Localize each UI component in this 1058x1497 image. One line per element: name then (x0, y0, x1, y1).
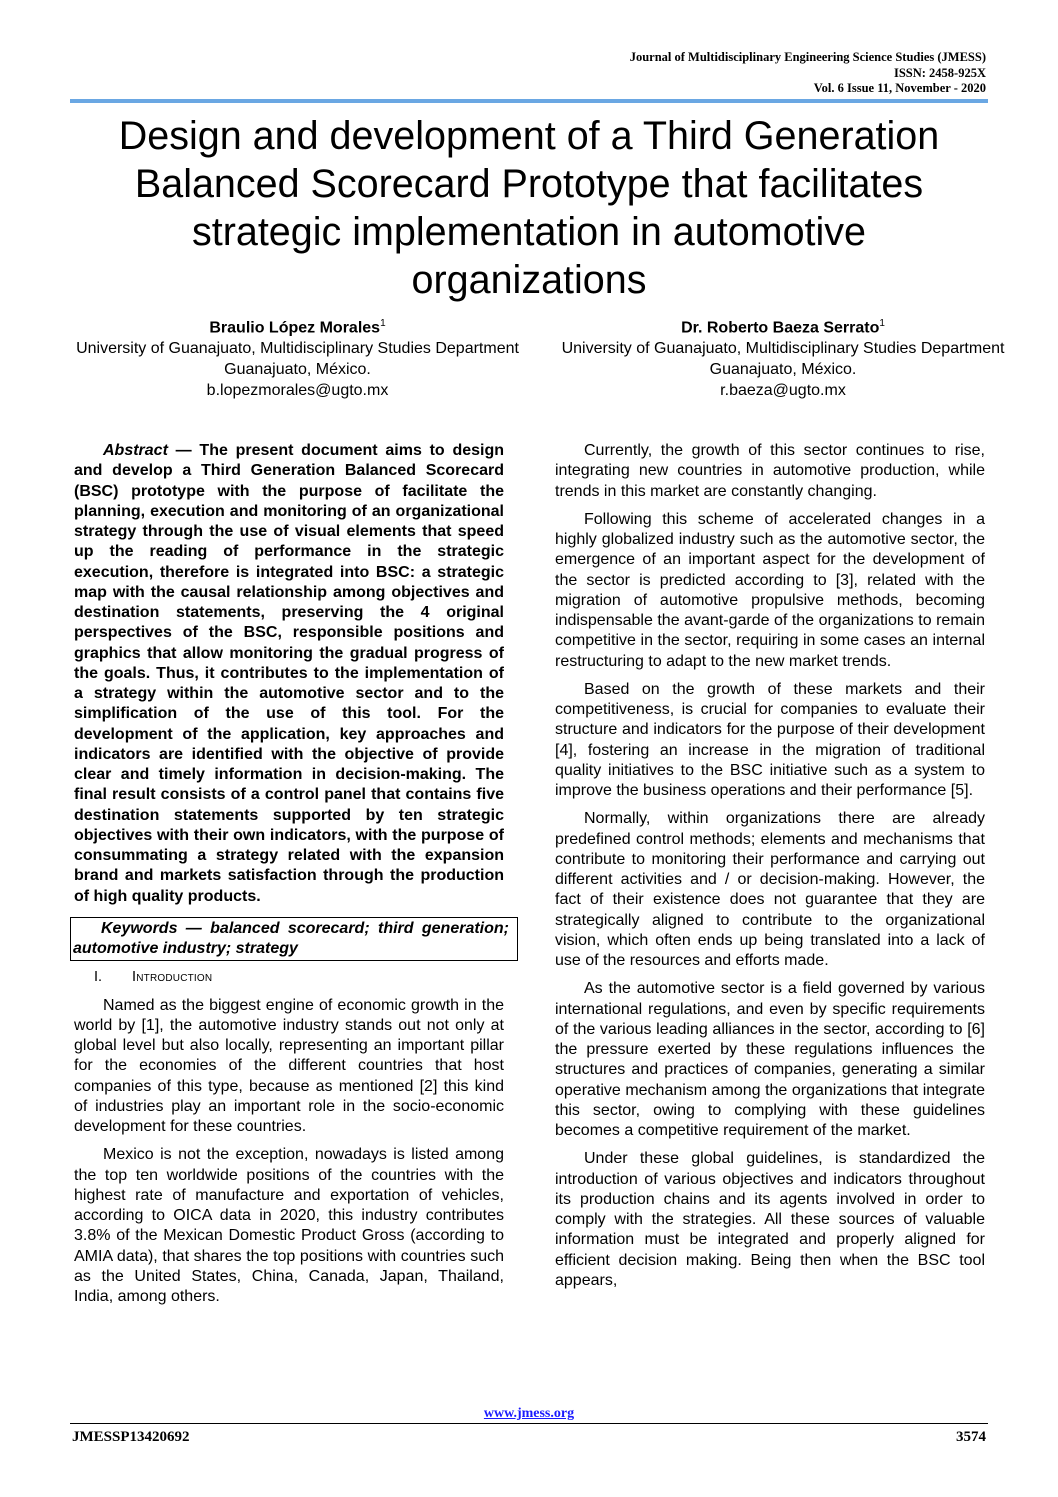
section-title: Introduction (132, 969, 213, 986)
header-rule (70, 99, 988, 103)
journal-website-link[interactable]: www.jmess.org (483, 1406, 575, 1421)
paragraph: As the automotive sector is a field governed by various international regulations, and even by specific requirements of the various leading alliances in the sector, according to [6] the pressure exerted by these regulations influences the structures and practices of companies, generating a similar operative mechanism among the organizations that integrate this sector, owing to complying with these guidelines becomes a competitive requirement of the market. (555, 980, 985, 1139)
author-block-1 (70, 313, 525, 401)
journal-issn: ISSN: 2458-925X (893, 65, 986, 80)
journal-volume: Vol. 6 Issue 11, November - 2020 (813, 81, 986, 95)
paragraph: Normally, within organizations there are already predefined control methods; elements and mechanisms that contribute to monitoring their performance and carrying out different activities and / or decision-making. However, the fact of their existence does not guarantee that they are strategically aligned to contribute to the organizational vision, which often ends up being translated into a lack of use of the resources and efforts made. (555, 810, 985, 969)
abstract-label: Abstract (103, 442, 168, 459)
keywords-box (70, 917, 518, 962)
paragraph: Under these global guidelines, is standardized the introduction of various objectives and indicators throughout its production chains and its agents involved in order to comply with the strategies. All these sources of valuable information must be integrated and properly aligned for efficient decision making. Being then when the BSC tool appears, (555, 1150, 985, 1289)
section-heading (74, 967, 504, 987)
author-block-2 (552, 313, 1014, 401)
author-email: b.lopezmorales@ugto.mx (206, 382, 389, 400)
paragraph: Named as the biggest engine of economic growth in the world by [1], the automotive industry stands out not only at global level but also locally, representing an important pillar for the economies of the different countries that host companies of this type, because as mentioned [2] this kind of industries play an important role in the socio-economic development for these countries. (74, 996, 504, 1135)
keywords-label: Keywords (101, 919, 178, 937)
author-sup: 1 (380, 318, 386, 329)
page-number: 3574 (956, 1429, 986, 1445)
author-name: Braulio López Morales (209, 319, 381, 337)
paper-title: Design and development of a Third Generation Balanced Scorecard Prototype that facilitates strategic implementation in automotive organizations (118, 114, 940, 302)
author-affiliation: University of Guanajuato, Multidisciplinary Studies Department (561, 340, 1005, 358)
paragraph: Mexico is not the exception, nowadays is listed among the top ten worldwide positions of the countries with the highest rate of manufacture and exportation of vehicles, according to OICA data in 2020, this industry contributes 3.8% of the Mexican Domestic Product Gross (according to AMIA data), that shares the top positions with countries such as the United States, China, Canada, Japan, Thailand, India, among others. (74, 1146, 504, 1305)
author-email: r.baeza@ugto.mx (720, 382, 846, 400)
journal-header (630, 50, 986, 97)
author-sup: 1 (879, 318, 885, 329)
author-location: Guanajuato, México. (709, 361, 857, 379)
section-number: I. (94, 969, 103, 986)
paragraph: Following this scheme of accelerated changes in a highly globalized industry such as the automotive sector, the emergence of an important aspect for the development of the sector is predicted according to [3], related with the migration of automotive propulsive methods, becoming indispensable the avant-garde of the organizations to remain competitive in the sector, requiring in some cases an internal restructuring to adapt to the new market trends. (555, 510, 985, 670)
journal-name: Journal of Multidisciplinary Engineering Science Studies (JMESS) (629, 50, 986, 64)
keywords-dash: — (177, 919, 211, 937)
author-name: Dr. Roberto Baeza Serrato (681, 319, 880, 337)
abstract-text: The present document aims to design and develop a Third Generation Balanced Scorecard (BSC) prototype with the purpose of facilitate the planning, execution and monitoring of an organizational strategy through the use of visual elements that speed up the reading of performance in the strategic execution, therefore is integrated into BSC: a strategic map with the causal relationship among objectives and destination statements, preserving the 4 original perspectives of the BSC, responsible positions and graphics that allow monitoring the gradual progress of the goals. Thus, it contributes to the implementation of a strategy within the automotive sector and to the simplification of the use of this tool. For the development of the application, key approaches and indicators are identified with the objective of provide clear and timely information in decision-making. The final result consists of a control panel that contains five destination statements supported by ten strategic objectives with their own indicators, with the purpose of consummating a strategy related with the expansion brand and markets satisfaction through the production of high quality products. (74, 442, 505, 905)
author-location: Guanajuato, México. (224, 361, 371, 379)
footer-rule (70, 1423, 988, 1424)
right-column (555, 441, 985, 1299)
author-affiliation: University of Guanajuato, Multidisciplinary Studies Department (76, 340, 519, 358)
abstract (74, 441, 504, 907)
paper-id: JMESSP13420692 (72, 1429, 190, 1445)
abstract-dash: — (167, 442, 200, 459)
paragraph: Currently, the growth of this sector continues to rise, integrating new countries in automotive production, while trends in this market are constantly changing. (555, 442, 985, 500)
keywords-text: balanced scorecard; third generation; automotive industry; strategy (73, 919, 509, 957)
left-column (73, 441, 509, 1315)
paragraph: Based on the growth of these markets and their competitiveness, is crucial for companies to evaluate their structure and indicators for the purpose of their development [4], fostering an increase in the migration of traditional quality initiatives to the BSC initiative such as a system to improve the business operations and their performance [5]. (555, 680, 985, 799)
